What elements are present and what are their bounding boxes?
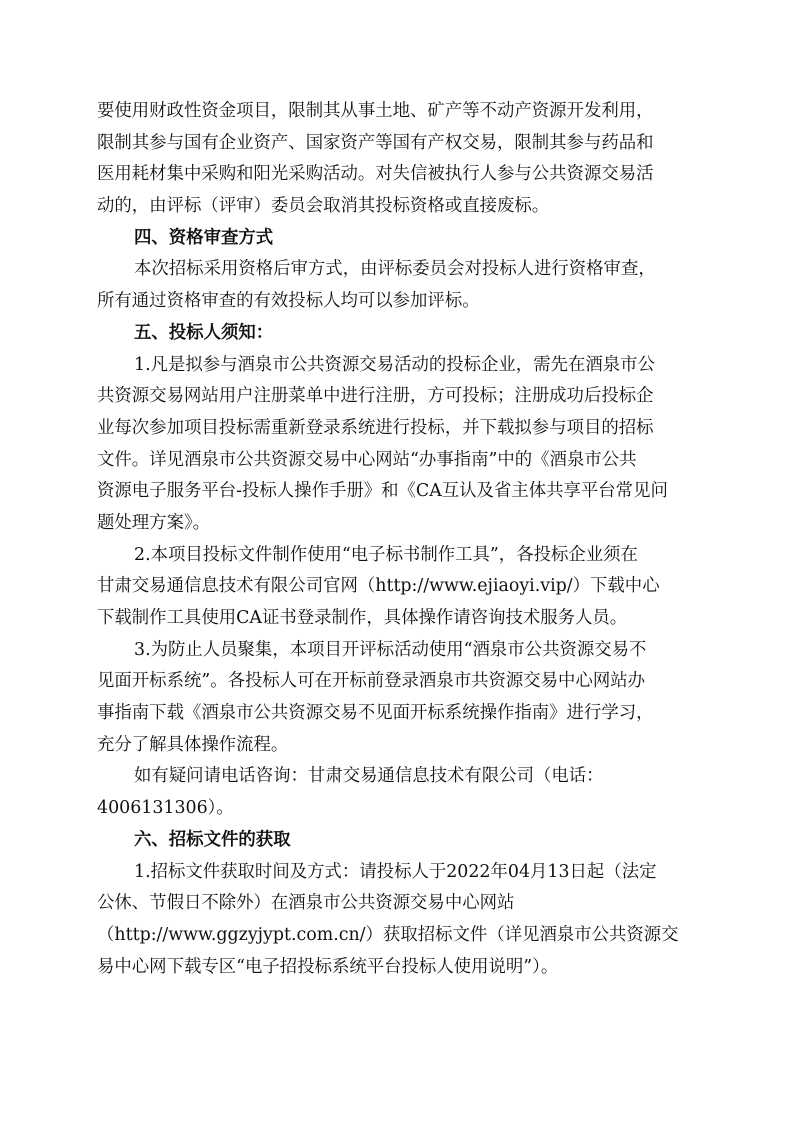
text-line: 3.为防止人员聚集，本项目开评标活动使用“酒泉市公共资源交易不 [134, 639, 647, 660]
text-line: 如有疑问请电话咨询：甘肃交易通信息技术有限公司（电话： [134, 766, 604, 787]
document-body [97, 96, 709, 983]
text-line: 本次招标采用资格后审方式，由评标委员会对投标人进行资格审查， [134, 259, 656, 280]
text-line: 动的，由评标（评审）委员会取消其投标资格或直接废标。 [97, 196, 550, 217]
text-line: 下载制作工具使用CA证书登录制作，具体操作请咨询技术服务人员。 [97, 608, 628, 628]
text-line: 充分了解具体操作流程。 [97, 734, 289, 755]
text-line: 2.本项目投标文件制作使用“电子标书制作工具”，各投标企业须在 [134, 544, 638, 565]
text-line: 事指南下载《酒泉市公共资源交易不见面开标系统操作指南》进行学习， [97, 703, 654, 724]
text-line: （http://www.ggzyjypt.com.cn/）获取招标文件（详见酒泉市公共资源交 [97, 924, 679, 945]
text-line: 业每次参加项目投标需重新登录系统进行投标，并下载拟参与项目的招标 [97, 417, 654, 438]
text-line: 公休、节假日不除外）在酒泉市公共资源交易中心网站 [97, 893, 515, 914]
section-heading: 六、招标文件的获取 [134, 829, 291, 850]
text-line: 甘肃交易通信息技术有限公司官网（http://www.ejiaoyi.vip/）下载中心 [97, 576, 660, 597]
text-line: 见面开标系统”。各投标人可在开标前登录酒泉市共资源交易中心网站办 [97, 671, 646, 692]
text-line: 4006131306）。 [97, 798, 234, 819]
text-line: 共资源交易网站用户注册菜单中进行注册，方可投标；注册成功后投标企 [97, 386, 654, 407]
text-line: 要使用财政性资金项目，限制其从事土地、矿产等不动产资源开发利用， [97, 101, 654, 121]
text-line: 文件。详见酒泉市公共资源交易中心网站“办事指南”中的《酒泉市公共 [97, 449, 637, 470]
text-line: 限制其参与国有企业资产、国家资产等国有产权交易，限制其参与药品和 [97, 132, 654, 153]
text-line: 资源电子服务平台-投标人操作手册》和《CA互认及省主体共享平台常见问 [97, 481, 668, 502]
text-line: 医用耗材集中采购和阳光采购活动。对失信被执行人参与公共资源交易活 [97, 164, 654, 185]
section-heading: 五、投标人须知： [134, 322, 274, 343]
text-line: 1.招标文件获取时间及方式：请投标人于2022年04月13日起（法定 [134, 861, 657, 882]
text-line: 易中心网下载专区“电子招投标系统平台投标人使用说明”）。 [97, 956, 559, 977]
text-line: 题处理方案》。 [97, 512, 211, 533]
text-line: 1.凡是拟参与酒泉市公共资源交易活动的投标企业，需先在酒泉市公 [134, 354, 655, 375]
text-line: 所有通过资格审查的有效投标人均可以参加评标。 [97, 291, 480, 312]
section-heading: 四、资格审查方式 [134, 227, 274, 248]
